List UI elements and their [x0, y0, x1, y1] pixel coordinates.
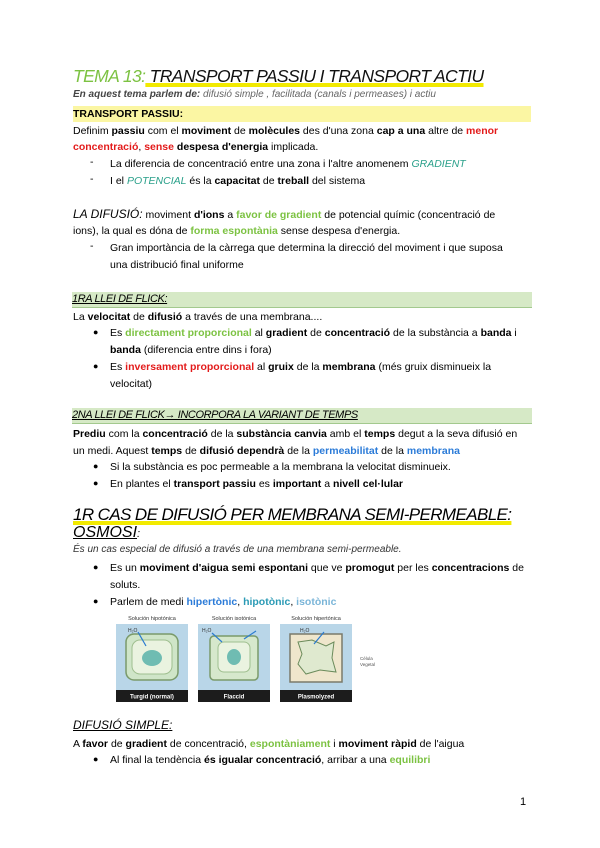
subtitle-rest: difusió simple , facilitada (canals i permeases) i actiu	[200, 89, 436, 100]
flick2-heading: 2NA LLEI DE FLICK→ INCORPORA LA VARIANT DE TEMPS	[72, 408, 532, 424]
carrega-note-a: Gran importància de la càrrega que determina la direcció del moviment i que suposa	[110, 242, 503, 254]
side-label-b: Vegetal	[360, 662, 376, 667]
simple-line-1: A favor de gradient de concentració, espontàniament i moviment ràpid de l'aigua	[73, 738, 465, 750]
transport-line-1: Definim passiu com el moviment de molècules des d'una zona cap a una altre de menor	[73, 125, 499, 137]
turgid-nucleus	[142, 650, 162, 666]
osmosi-definition: És un cas especial de difusió a través de una membrana semi-permeable.	[73, 544, 402, 555]
simple-heading: DIFUSIÓ SIMPLE:	[73, 718, 173, 732]
difusio-line-2: ions), la qual es dóna de forma espontània sense despesa d'energia.	[73, 225, 401, 237]
difusio-line-1: LA DIFUSIÓ: moviment d'ions a favor de gradient de potencial químic (concentració de	[73, 207, 496, 221]
dash-marker: -	[90, 156, 94, 168]
potencial-note: I el POTENCIAL és la capacitat de treball del sistema	[110, 175, 366, 187]
osmosi-title: OSMOSI:	[73, 524, 141, 541]
panel-2-bottom: Flaccid	[223, 694, 245, 701]
page-number: 1	[520, 796, 527, 808]
water-label-2: H₂O	[202, 628, 212, 634]
gradient-note: La diferencia de concentració entre una zona i l'altre anomenem GRADIENT	[110, 158, 466, 170]
osmosi-bullet-1a: Es un moviment d'aigua semi espontani que ve promogut per les concentracions de	[110, 562, 524, 574]
bullet-dot: ●	[93, 562, 99, 572]
page-title	[73, 66, 484, 87]
bullet-dot: ●	[93, 461, 99, 471]
panel-1-bottom: Turgid (normal)	[130, 694, 174, 701]
flick1-bullet-1b: banda (diferencia entre dins i fora)	[110, 344, 272, 356]
bullet-dot: ●	[93, 327, 99, 337]
bullet-dot: ●	[93, 596, 99, 606]
dash-marker: -	[90, 240, 94, 252]
bullet-dot: ●	[93, 361, 99, 371]
panel-2-top: Solución isotónica	[211, 616, 257, 622]
osmosi-bullet-2: Parlem de medi hipertònic, hipotònic, isotònic	[110, 596, 337, 608]
panel-3-top: Solución hipertónica	[291, 616, 341, 622]
simple-bullet-1: Al final la tendència és igualar concentració, arribar a una equilibri	[110, 754, 431, 766]
transport-heading: TRANSPORT PASSIU:	[73, 106, 531, 122]
flick2-line-1: Prediu com la concentració de la substància canvia amb el temps degut a la seva difusió en	[73, 428, 518, 440]
water-label-1: H₂O	[128, 628, 138, 634]
transport-line-2: concentració, sense despesa d'energia implicada.	[73, 141, 319, 153]
title-text: TRANSPORT PASSIU I TRANSPORT ACTIU	[145, 66, 484, 86]
side-label-a: Célula	[360, 656, 373, 661]
osmosi-section-title: 1R CAS DE DIFUSIÓ PER MEMBRANA SEMI-PERMEABLE:	[73, 505, 512, 524]
title-number: TEMA 13:	[73, 66, 146, 86]
flick1-bullet-1a: Es directament proporcional al gradient de concentració de la substància a banda i	[110, 327, 517, 339]
osmosi-bullet-1b: soluts.	[110, 579, 141, 591]
dash-marker: -	[90, 173, 94, 185]
bullet-dot: ●	[93, 754, 99, 764]
flick1-bullet-2b: velocitat)	[110, 378, 153, 390]
flick2-bullet-1: Si la substància es poc permeable a la membrana la velocitat disminueix.	[110, 461, 451, 473]
flick1-intro: La velocitat de difusió a través de una membrana....	[73, 311, 323, 323]
flick2-bullet-2: En plantes el transport passiu es important a nivell cel·lular	[110, 478, 403, 490]
flick1-heading: 1RA LLEI DE FLICK:	[72, 292, 532, 308]
panel-1-top: Solución hipotónica	[128, 616, 176, 622]
plant-cell-figure	[112, 612, 376, 704]
flaccid-nucleus	[227, 649, 241, 665]
flick2-line-2: un medi. Aquest temps de difusió dependrà de la permeabilitat de la membrana	[73, 445, 460, 457]
water-label-3: H₂O	[300, 628, 310, 634]
subtitle	[73, 89, 436, 100]
carrega-note-b: una distribució final uniforme	[110, 259, 244, 271]
panel-3-bottom: Plasmolyzed	[297, 694, 335, 701]
flick1-bullet-2a: Es inversament proporcional al gruix de la membrana (més gruix disminueix la	[110, 361, 492, 373]
plasmolyzed-cell	[298, 640, 336, 674]
subtitle-lead: En aquest tema parlem de:	[73, 89, 201, 100]
bullet-dot: ●	[93, 478, 99, 488]
